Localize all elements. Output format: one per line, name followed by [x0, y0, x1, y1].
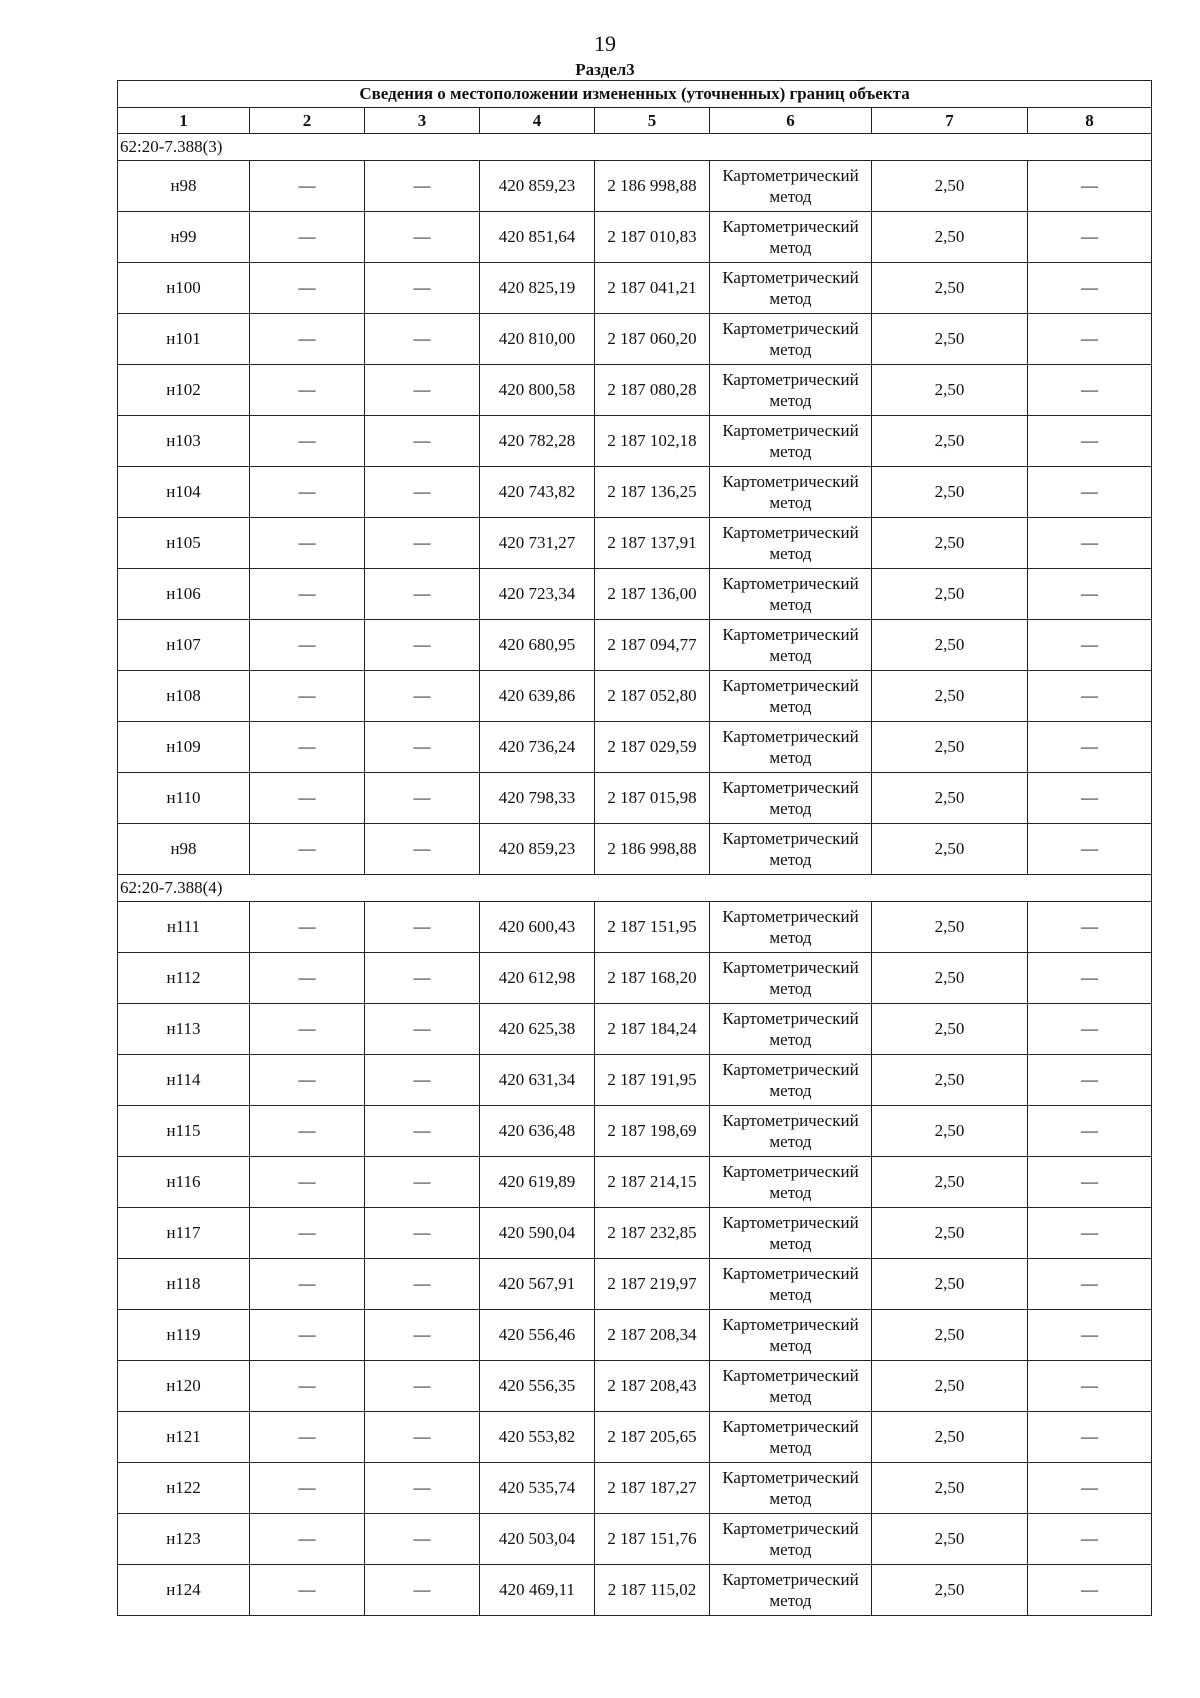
cell-col3: —: [365, 902, 480, 953]
cell-col2: —: [250, 1106, 365, 1157]
table-row: [118, 314, 1152, 365]
table-caption-row: [118, 81, 1152, 108]
coord-x: 420 567,91: [480, 1259, 595, 1310]
precision: 2,50: [872, 1565, 1028, 1616]
coord-y: 2 187 208,34: [595, 1310, 710, 1361]
cell-col8: —: [1028, 773, 1152, 824]
boundary-coordinates-table: [117, 80, 1152, 1616]
cell-col3: —: [365, 212, 480, 263]
point-name: н124: [118, 1565, 250, 1616]
coord-x: 420 810,00: [480, 314, 595, 365]
method: Картометрический метод: [710, 1106, 872, 1157]
cell-col3: —: [365, 1208, 480, 1259]
cell-col3: —: [365, 161, 480, 212]
table-body: [118, 134, 1152, 1616]
table-row: [118, 1259, 1152, 1310]
table-row: [118, 1310, 1152, 1361]
cell-col2: —: [250, 1055, 365, 1106]
cell-col3: —: [365, 518, 480, 569]
cell-col3: —: [365, 671, 480, 722]
table-row: [118, 518, 1152, 569]
cell-col8: —: [1028, 824, 1152, 875]
coord-y: 2 186 998,88: [595, 824, 710, 875]
method: Картометрический метод: [710, 1361, 872, 1412]
point-name: н110: [118, 773, 250, 824]
method: Картометрический метод: [710, 1412, 872, 1463]
coord-x: 420 680,95: [480, 620, 595, 671]
method: Картометрический метод: [710, 518, 872, 569]
table-row: [118, 416, 1152, 467]
method: Картометрический метод: [710, 212, 872, 263]
point-name: н103: [118, 416, 250, 467]
coord-y: 2 187 208,43: [595, 1361, 710, 1412]
table-row: [118, 1412, 1152, 1463]
point-name: н118: [118, 1259, 250, 1310]
cell-col8: —: [1028, 1514, 1152, 1565]
cell-col2: —: [250, 671, 365, 722]
coord-y: 2 187 137,91: [595, 518, 710, 569]
cell-col3: —: [365, 1463, 480, 1514]
column-number: 2: [250, 108, 365, 134]
point-name: н107: [118, 620, 250, 671]
cell-col2: —: [250, 365, 365, 416]
column-number: 5: [595, 108, 710, 134]
method: Картометрический метод: [710, 467, 872, 518]
precision: 2,50: [872, 1514, 1028, 1565]
cell-col2: —: [250, 161, 365, 212]
point-name: н104: [118, 467, 250, 518]
cell-col2: —: [250, 1259, 365, 1310]
coord-y: 2 187 010,83: [595, 212, 710, 263]
cell-col2: —: [250, 1208, 365, 1259]
cell-col2: —: [250, 1565, 365, 1616]
method: Картометрический метод: [710, 161, 872, 212]
cell-col3: —: [365, 1412, 480, 1463]
cell-col3: —: [365, 1259, 480, 1310]
point-name: н123: [118, 1514, 250, 1565]
cell-col8: —: [1028, 365, 1152, 416]
precision: 2,50: [872, 161, 1028, 212]
table-row: [118, 824, 1152, 875]
cell-col3: —: [365, 569, 480, 620]
cell-col2: —: [250, 953, 365, 1004]
coord-x: 420 556,46: [480, 1310, 595, 1361]
coord-y: 2 187 060,20: [595, 314, 710, 365]
cell-col2: —: [250, 1157, 365, 1208]
table-row: [118, 1565, 1152, 1616]
precision: 2,50: [872, 569, 1028, 620]
coord-y: 2 187 052,80: [595, 671, 710, 722]
cell-col8: —: [1028, 1106, 1152, 1157]
point-name: н115: [118, 1106, 250, 1157]
precision: 2,50: [872, 1259, 1028, 1310]
table-row: [118, 620, 1152, 671]
section-title: Раздел3: [575, 60, 635, 79]
cell-col8: —: [1028, 902, 1152, 953]
cell-col3: —: [365, 314, 480, 365]
cell-col2: —: [250, 1361, 365, 1412]
precision: 2,50: [872, 1310, 1028, 1361]
column-number: 7: [872, 108, 1028, 134]
page-number: 19: [594, 31, 616, 56]
cell-col2: —: [250, 416, 365, 467]
cell-col2: —: [250, 773, 365, 824]
method: Картометрический метод: [710, 1157, 872, 1208]
table-row: [118, 902, 1152, 953]
cell-col3: —: [365, 953, 480, 1004]
cell-col8: —: [1028, 1310, 1152, 1361]
point-name: н114: [118, 1055, 250, 1106]
table-row: [118, 1208, 1152, 1259]
precision: 2,50: [872, 263, 1028, 314]
coord-y: 2 187 080,28: [595, 365, 710, 416]
coord-x: 420 636,48: [480, 1106, 595, 1157]
coord-y: 2 187 205,65: [595, 1412, 710, 1463]
coord-y: 2 187 151,95: [595, 902, 710, 953]
cell-col8: —: [1028, 1463, 1152, 1514]
precision: 2,50: [872, 1361, 1028, 1412]
point-name: н100: [118, 263, 250, 314]
precision: 2,50: [872, 467, 1028, 518]
cell-col8: —: [1028, 263, 1152, 314]
cell-col3: —: [365, 1106, 480, 1157]
point-name: н121: [118, 1412, 250, 1463]
table-row: [118, 773, 1152, 824]
method: Картометрический метод: [710, 1310, 872, 1361]
cell-col2: —: [250, 212, 365, 263]
precision: 2,50: [872, 671, 1028, 722]
coord-y: 2 186 998,88: [595, 161, 710, 212]
cell-col8: —: [1028, 1157, 1152, 1208]
cell-col8: —: [1028, 1055, 1152, 1106]
cell-col8: —: [1028, 212, 1152, 263]
cell-col8: —: [1028, 1565, 1152, 1616]
table-row: [118, 1514, 1152, 1565]
cell-col2: —: [250, 1463, 365, 1514]
method: Картометрический метод: [710, 569, 872, 620]
coord-y: 2 187 151,76: [595, 1514, 710, 1565]
cell-col2: —: [250, 1310, 365, 1361]
coord-x: 420 535,74: [480, 1463, 595, 1514]
coord-y: 2 187 168,20: [595, 953, 710, 1004]
method: Картометрический метод: [710, 722, 872, 773]
table-row: [118, 212, 1152, 263]
cell-col8: —: [1028, 722, 1152, 773]
point-name: н105: [118, 518, 250, 569]
coord-x: 420 731,27: [480, 518, 595, 569]
cell-col2: —: [250, 314, 365, 365]
point-name: н119: [118, 1310, 250, 1361]
group-header-row: [118, 875, 1152, 902]
method: Картометрический метод: [710, 1055, 872, 1106]
coord-x: 420 736,24: [480, 722, 595, 773]
coord-y: 2 187 184,24: [595, 1004, 710, 1055]
coord-x: 420 619,89: [480, 1157, 595, 1208]
precision: 2,50: [872, 314, 1028, 365]
precision: 2,50: [872, 824, 1028, 875]
group-label: 62:20-7.388(4): [118, 875, 1152, 902]
cell-col8: —: [1028, 467, 1152, 518]
point-name: н120: [118, 1361, 250, 1412]
table-row: [118, 1463, 1152, 1514]
coord-y: 2 187 198,69: [595, 1106, 710, 1157]
table-row: [118, 1157, 1152, 1208]
method: Картометрический метод: [710, 365, 872, 416]
point-name: н109: [118, 722, 250, 773]
cell-col3: —: [365, 467, 480, 518]
point-name: н112: [118, 953, 250, 1004]
method: Картометрический метод: [710, 1463, 872, 1514]
cell-col2: —: [250, 1004, 365, 1055]
coord-y: 2 187 094,77: [595, 620, 710, 671]
cell-col8: —: [1028, 671, 1152, 722]
method: Картометрический метод: [710, 953, 872, 1004]
cell-col3: —: [365, 1055, 480, 1106]
point-name: н116: [118, 1157, 250, 1208]
cell-col3: —: [365, 1514, 480, 1565]
point-name: н113: [118, 1004, 250, 1055]
table-row: [118, 1055, 1152, 1106]
point-name: н98: [118, 824, 250, 875]
group-label: 62:20-7.388(3): [118, 134, 1152, 161]
column-number: 8: [1028, 108, 1152, 134]
coord-x: 420 553,82: [480, 1412, 595, 1463]
cell-col3: —: [365, 1310, 480, 1361]
table-row: [118, 1106, 1152, 1157]
precision: 2,50: [872, 722, 1028, 773]
precision: 2,50: [872, 1157, 1028, 1208]
cell-col8: —: [1028, 416, 1152, 467]
precision: 2,50: [872, 1106, 1028, 1157]
cell-col2: —: [250, 824, 365, 875]
precision: 2,50: [872, 416, 1028, 467]
cell-col3: —: [365, 620, 480, 671]
method: Картометрический метод: [710, 902, 872, 953]
cell-col8: —: [1028, 620, 1152, 671]
cell-col8: —: [1028, 1412, 1152, 1463]
point-name: н111: [118, 902, 250, 953]
coord-y: 2 187 219,97: [595, 1259, 710, 1310]
coord-x: 420 600,43: [480, 902, 595, 953]
method: Картометрический метод: [710, 1514, 872, 1565]
cell-col3: —: [365, 365, 480, 416]
coord-y: 2 187 187,27: [595, 1463, 710, 1514]
cell-col3: —: [365, 722, 480, 773]
cell-col3: —: [365, 1361, 480, 1412]
precision: 2,50: [872, 1463, 1028, 1514]
method: Картометрический метод: [710, 1208, 872, 1259]
table-row: [118, 365, 1152, 416]
cell-col8: —: [1028, 1361, 1152, 1412]
coord-x: 420 503,04: [480, 1514, 595, 1565]
point-name: н102: [118, 365, 250, 416]
coord-x: 420 590,04: [480, 1208, 595, 1259]
method: Картометрический метод: [710, 263, 872, 314]
coord-x: 420 625,38: [480, 1004, 595, 1055]
column-number: 1: [118, 108, 250, 134]
cell-col3: —: [365, 263, 480, 314]
cell-col2: —: [250, 620, 365, 671]
cell-col8: —: [1028, 1004, 1152, 1055]
coord-x: 420 859,23: [480, 824, 595, 875]
coord-x: 420 800,58: [480, 365, 595, 416]
coord-y: 2 187 041,21: [595, 263, 710, 314]
cell-col2: —: [250, 1412, 365, 1463]
table-row: [118, 953, 1152, 1004]
cell-col8: —: [1028, 1259, 1152, 1310]
cell-col3: —: [365, 1004, 480, 1055]
cell-col2: —: [250, 467, 365, 518]
column-number-row: [118, 108, 1152, 134]
table-caption: Сведения о местоположении измененных (уточненных) границ объекта: [118, 81, 1152, 108]
coord-x: 420 782,28: [480, 416, 595, 467]
precision: 2,50: [872, 902, 1028, 953]
cell-col8: —: [1028, 161, 1152, 212]
cell-col3: —: [365, 1157, 480, 1208]
coord-x: 420 612,98: [480, 953, 595, 1004]
cell-col3: —: [365, 416, 480, 467]
coord-x: 420 851,64: [480, 212, 595, 263]
method: Картометрический метод: [710, 1259, 872, 1310]
cell-col8: —: [1028, 1208, 1152, 1259]
precision: 2,50: [872, 365, 1028, 416]
cell-col2: —: [250, 902, 365, 953]
point-name: н99: [118, 212, 250, 263]
coord-x: 420 825,19: [480, 263, 595, 314]
precision: 2,50: [872, 773, 1028, 824]
table-row: [118, 722, 1152, 773]
cell-col8: —: [1028, 953, 1152, 1004]
coord-x: 420 639,86: [480, 671, 595, 722]
table-row: [118, 569, 1152, 620]
coord-x: 420 469,11: [480, 1565, 595, 1616]
coord-x: 420 631,34: [480, 1055, 595, 1106]
coord-x: 420 859,23: [480, 161, 595, 212]
cell-col3: —: [365, 1565, 480, 1616]
cell-col8: —: [1028, 518, 1152, 569]
table-row: [118, 263, 1152, 314]
cell-col3: —: [365, 773, 480, 824]
point-name: н108: [118, 671, 250, 722]
column-number: 6: [710, 108, 872, 134]
precision: 2,50: [872, 1055, 1028, 1106]
coord-y: 2 187 232,85: [595, 1208, 710, 1259]
table-row: [118, 1004, 1152, 1055]
coord-y: 2 187 115,02: [595, 1565, 710, 1616]
point-name: н122: [118, 1463, 250, 1514]
cell-col3: —: [365, 824, 480, 875]
point-name: н98: [118, 161, 250, 212]
cell-col2: —: [250, 722, 365, 773]
point-name: н101: [118, 314, 250, 365]
cell-col8: —: [1028, 314, 1152, 365]
coord-y: 2 187 214,15: [595, 1157, 710, 1208]
cell-col2: —: [250, 569, 365, 620]
coord-y: 2 187 136,00: [595, 569, 710, 620]
precision: 2,50: [872, 1412, 1028, 1463]
method: Картометрический метод: [710, 1004, 872, 1055]
method: Картометрический метод: [710, 671, 872, 722]
coord-x: 420 798,33: [480, 773, 595, 824]
coord-y: 2 187 102,18: [595, 416, 710, 467]
coord-y: 2 187 029,59: [595, 722, 710, 773]
table-row: [118, 467, 1152, 518]
method: Картометрический метод: [710, 773, 872, 824]
cell-col2: —: [250, 518, 365, 569]
coord-y: 2 187 191,95: [595, 1055, 710, 1106]
precision: 2,50: [872, 620, 1028, 671]
coord-x: 420 556,35: [480, 1361, 595, 1412]
column-number: 4: [480, 108, 595, 134]
cell-col2: —: [250, 1514, 365, 1565]
point-name: н117: [118, 1208, 250, 1259]
coord-x: 420 743,82: [480, 467, 595, 518]
precision: 2,50: [872, 212, 1028, 263]
precision: 2,50: [872, 518, 1028, 569]
method: Картометрический метод: [710, 1565, 872, 1616]
cell-col2: —: [250, 263, 365, 314]
table-row: [118, 1361, 1152, 1412]
cell-col8: —: [1028, 569, 1152, 620]
coord-y: 2 187 015,98: [595, 773, 710, 824]
group-header-row: [118, 134, 1152, 161]
precision: 2,50: [872, 953, 1028, 1004]
table-row: [118, 161, 1152, 212]
precision: 2,50: [872, 1004, 1028, 1055]
coord-y: 2 187 136,25: [595, 467, 710, 518]
coord-x: 420 723,34: [480, 569, 595, 620]
column-number: 3: [365, 108, 480, 134]
precision: 2,50: [872, 1208, 1028, 1259]
method: Картометрический метод: [710, 314, 872, 365]
method: Картометрический метод: [710, 416, 872, 467]
method: Картометрический метод: [710, 824, 872, 875]
table-row: [118, 671, 1152, 722]
method: Картометрический метод: [710, 620, 872, 671]
point-name: н106: [118, 569, 250, 620]
